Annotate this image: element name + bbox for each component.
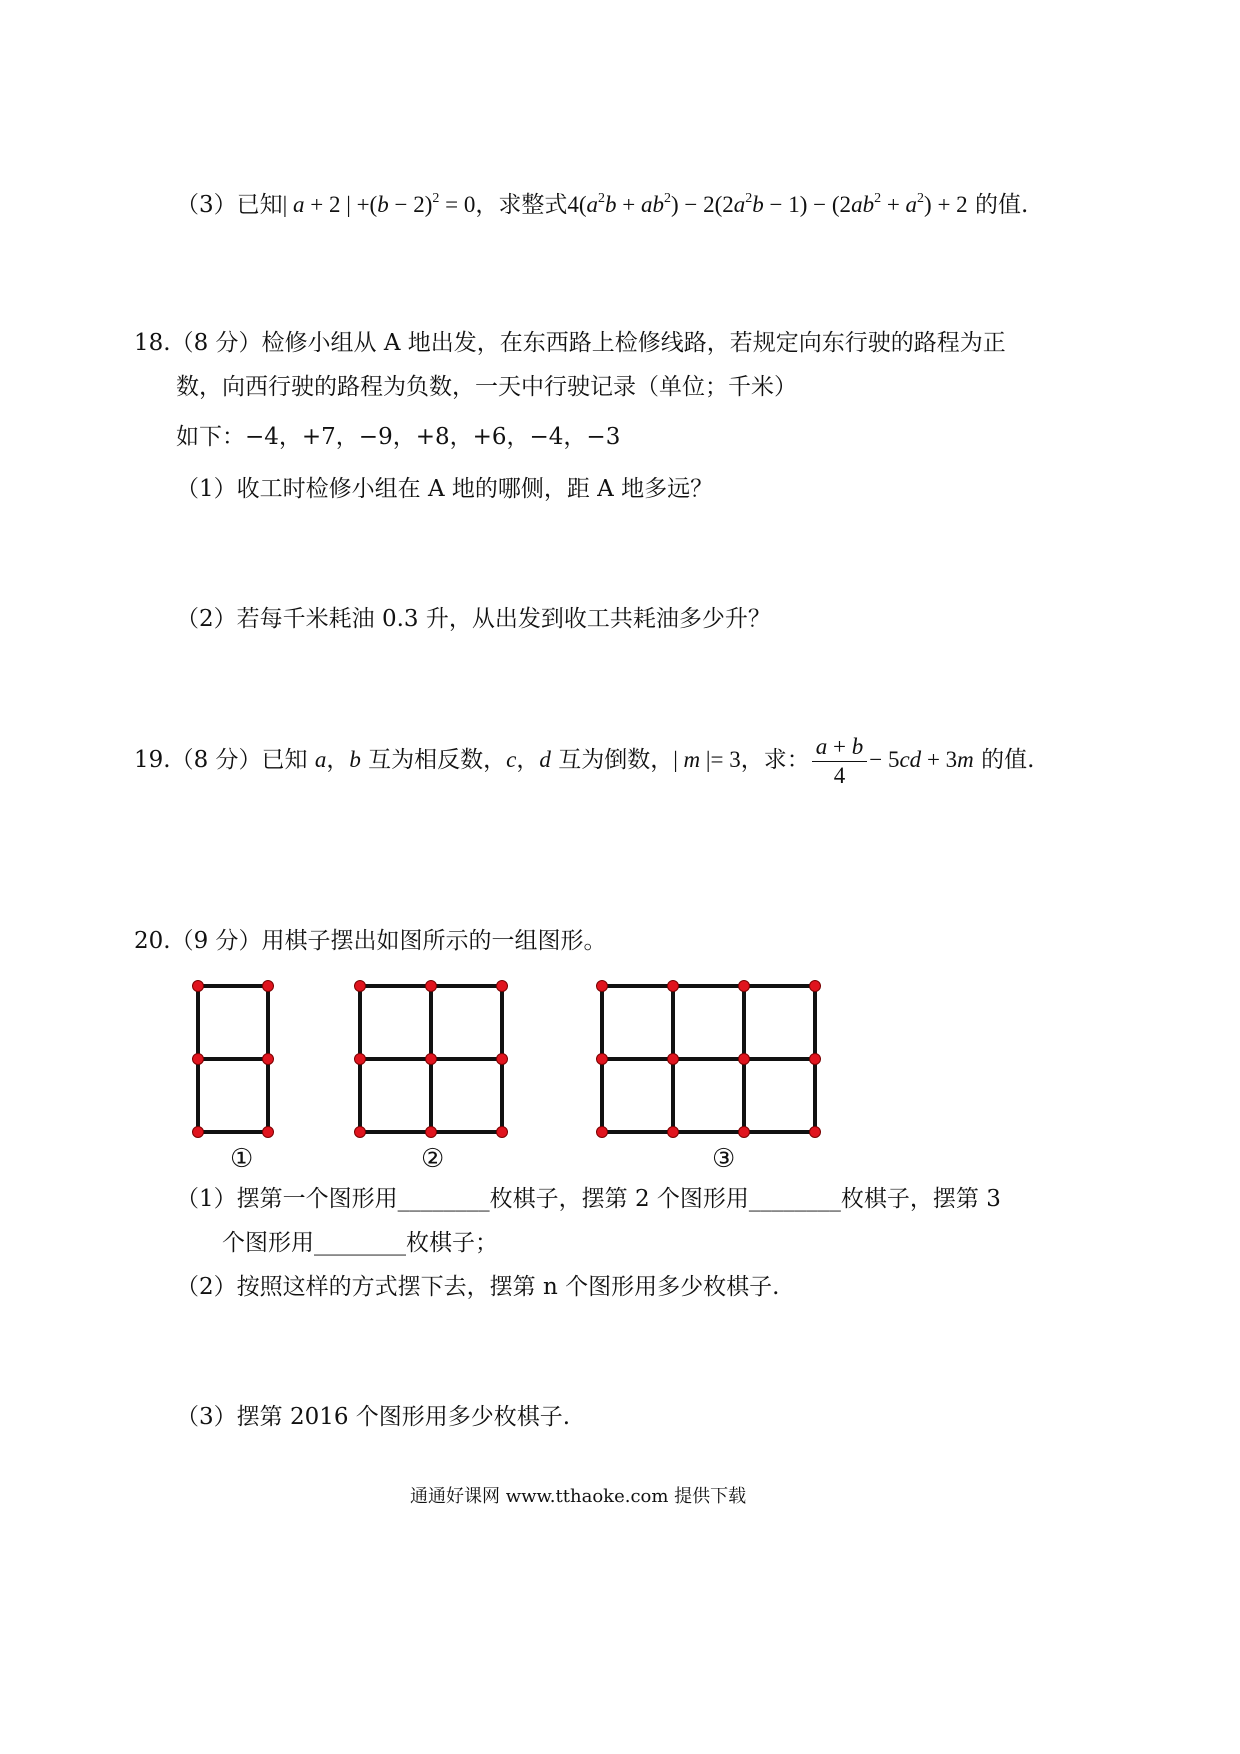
figure-1 — [190, 978, 290, 1148]
chess-piece — [668, 981, 679, 992]
q19-var-cd: c，d — [506, 747, 551, 772]
q19-expression: $\frac{a + b}{4}$ − 5cd + 3m — [810, 747, 974, 772]
chess-piece — [497, 981, 508, 992]
chess-piece — [263, 1127, 274, 1138]
chess-piece — [426, 1127, 437, 1138]
q19-mid1: 互为相反数， — [368, 747, 507, 773]
chess-piece — [597, 1054, 608, 1065]
chess-piece — [739, 1127, 750, 1138]
chess-piece — [263, 981, 274, 992]
q20-stem: 20.（9 分）用棋子摆出如图所示的一组图形。 — [134, 928, 607, 954]
figure-2 — [352, 978, 522, 1148]
q17-part3 — [176, 190, 1028, 220]
chess-piece — [739, 981, 750, 992]
chess-piece — [497, 1054, 508, 1065]
q18-part2: （2）若每千米耗油 0.3 升，从出发到收工共耗油多少升？ — [176, 606, 771, 632]
figure-3-label: ③ — [712, 1144, 736, 1174]
q18-stem-line2: 数，向西行驶的路程为负数，一天中行驶记录（单位；千米） — [176, 374, 797, 400]
chess-piece — [426, 981, 437, 992]
chess-piece — [739, 1054, 750, 1065]
figure-1-label: ① — [230, 1144, 254, 1174]
q17-condition-formula: | a + 2 | $+(b - 2)^2 = 0$ — [282, 191, 476, 217]
chess-piece — [355, 1054, 366, 1065]
q18-stem-line1: 18.（8 分）检修小组从 A 地出发，在东西路上检修线路，若规定向东行驶的路程为正 — [134, 330, 1006, 356]
q17-expression-formula: $4(a^2b + ab^2) - 2(2a^2b - 1) - (2ab^2 + a^2) + 2$ — [567, 191, 968, 217]
chess-piece — [193, 1054, 204, 1065]
chess-piece — [263, 1054, 274, 1065]
chess-piece — [668, 1054, 679, 1065]
chess-piece — [597, 981, 608, 992]
chess-piece — [668, 1127, 679, 1138]
chess-piece — [810, 1054, 821, 1065]
chess-piece — [355, 1127, 366, 1138]
chess-piece — [810, 1127, 821, 1138]
chess-piece — [426, 1054, 437, 1065]
q20-part1-line2: 个图形用________枚棋子； — [222, 1230, 498, 1256]
figure-2-label: ② — [421, 1144, 445, 1174]
q17-part3-suffix: 的值. — [975, 192, 1029, 218]
page-footer: 通通好课网 www.tthaoke.com 提供下载 — [410, 1486, 747, 1507]
q19-mid3: ，求： — [740, 747, 810, 773]
chess-piece — [810, 981, 821, 992]
q20-part1-line1: （1）摆第一个图形用________枚棋子，摆第 2 个图形用________枚棋子，摆第 3 — [176, 1186, 1001, 1212]
q18-part1: （1）收工时检修小组在 A 地的哪侧，距 A 地多远？ — [176, 476, 714, 502]
q19-mid2: 互为倒数， — [558, 747, 674, 773]
q20-part3: （3）摆第 2016 个图形用多少枚棋子. — [176, 1404, 571, 1430]
figure-3 — [594, 978, 834, 1148]
q19-abs-m: | m |= 3 — [673, 747, 741, 772]
chess-piece — [193, 1127, 204, 1138]
q20-part2: （2）按照这样的方式摆下去，摆第 n 个图形用多少枚棋子. — [176, 1274, 780, 1300]
q18-records: 如下：−4，+7，−9，+8，+6，−4，−3 — [176, 424, 621, 450]
q17-part3-mid: ，求整式 — [475, 192, 568, 218]
q17-part3-prefix: （3）已知 — [176, 192, 283, 218]
q19-prefix: 19.（8 分）已知 — [134, 747, 308, 773]
chess-piece — [597, 1127, 608, 1138]
q19-stem — [134, 730, 1034, 790]
q19-var-ab: a，b — [314, 747, 361, 772]
chess-piece — [497, 1127, 508, 1138]
chess-piece — [355, 981, 366, 992]
chess-piece — [193, 981, 204, 992]
q19-suffix: 的值. — [981, 747, 1035, 773]
